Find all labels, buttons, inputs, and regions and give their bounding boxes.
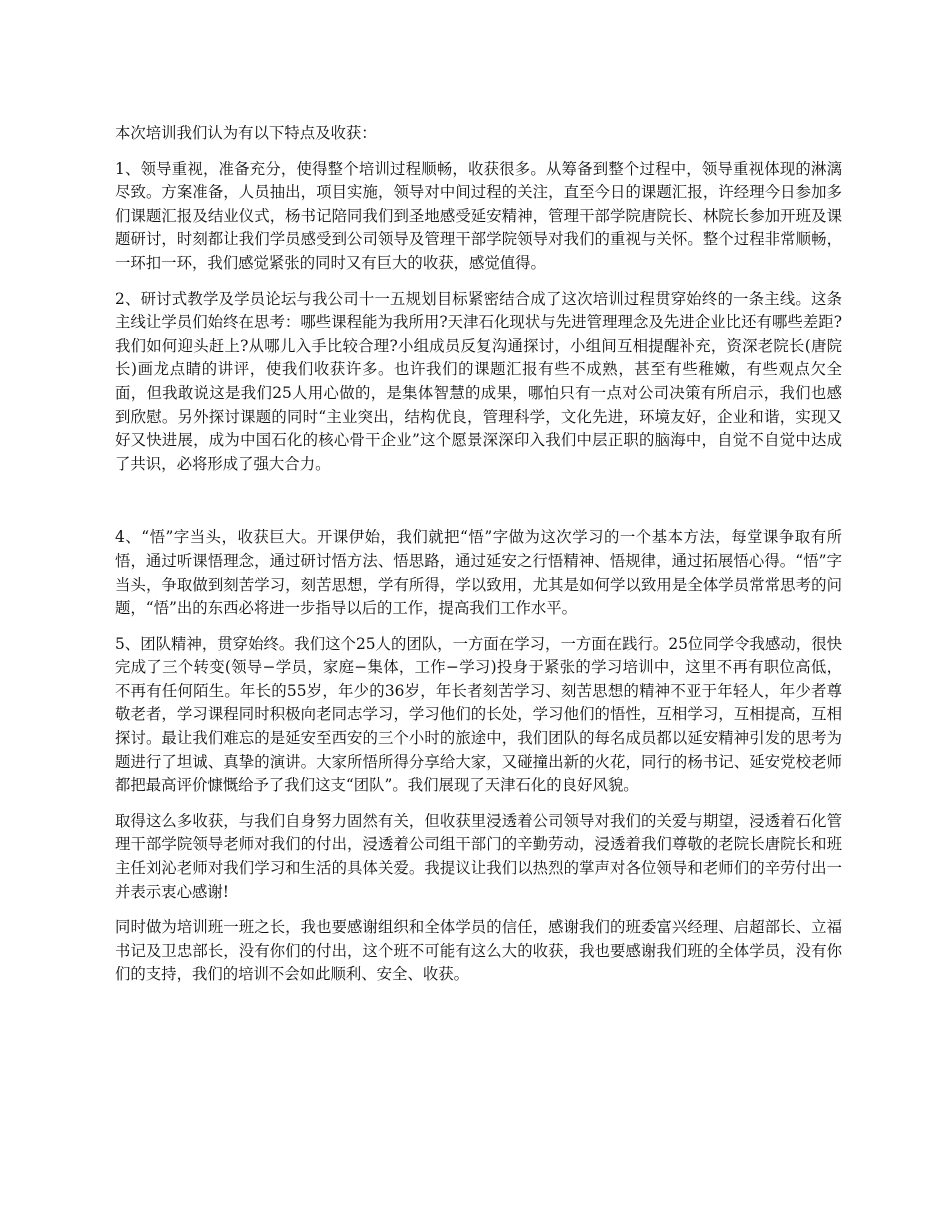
paragraph-2: 2、研讨式教学及学员论坛与我公司十一五规划目标紧密结合成了这次培训过程贯穿始终的一条主线。这条主线让学员们始终在思考：哪些课程能为我所用?天津石化现状与先进管理理念及先进企业比还有哪些差距?我们如何迎头赶上?从哪儿入手比较合理?小组成员反复沟通探讨，小组间互相提醒补充，资深老院长(唐院长)画龙点睛的讲评，使我们收获许多。也许我们的课题汇报有些不成熟，甚至有些稚嫩，有些观点欠全面，但我敢说这是我们25人用心做的，是集体智慧的成果，哪怕只有一点对公司决策有所启示，我们也感到欣慰。另外探讨课题的同时“主业突出，结构优良，管理科学，文化先进，环境友好，企业和谐，实现又好又快进展，成为中国石化的核心骨干企业”这个愿景深深印入我们中层正职的脑海中，自觉不自觉中达成了共识，必将形成了强大合力。 — [115, 289, 842, 473]
document-body — [115, 122, 842, 999]
paragraph-4: 4、“悟”字当头，收获巨大。开课伊始，我们就把“悟”字做为这次学习的一个基本方法，每堂课争取有所悟，通过听课悟理念，通过研讨悟方法、悟思路，通过延安之行悟精神、悟规律，通过拓展悟心得。“悟”字当头，争取做到刻苦学习，刻苦思想，学有所得，学以致用，尤其是如何学以致用是全体学员常常思考的问题，“悟”出的东西必将进一步指导以后的工作，提高我们工作水平。 — [115, 528, 842, 618]
paragraph-thanks: 取得这么多收获，与我们自身努力固然有关，但收获里浸透着公司领导对我们的关爱与期望，浸透着石化管理干部学院领导老师对我们的付出，浸透着公司组干部门的辛勤劳动，浸透着我们尊敬的老院长唐院长和班主任刘沁老师对我们学习和生活的具体关爱。我提议让我们以热烈的掌声对各位领导和老师们的辛劳付出一并表示衷心感谢! — [115, 811, 842, 901]
paragraph-closing: 同时做为培训班一班之长，我也要感谢组织和全体学员的信任，感谢我们的班委富兴经理、启超部长、立福书记及卫忠部长，没有你们的付出，这个班不可能有这么大的收获，我也要感谢我们班的全体学员，没有你们的支持，我们的培训不会如此顺利、安全、收获。 — [115, 918, 842, 984]
blank-gap — [115, 488, 842, 526]
intro-paragraph: 本次培训我们认为有以下特点及收获： — [115, 124, 377, 142]
paragraph-1: 1、领导重视，准备充分，使得整个培训过程顺畅，收获很多。从筹备到整个过程中，领导重视体现的淋漓尽致。方案准备，人员抽出，项目实施，领导对中间过程的关注，直至今日的课题汇报，许经理今日参加多们课题汇报及结业仪式，杨书记陪同我们到圣地感受延安精神，管理干部学院唐院长、林院长参加开班及课题研讨，时刻都让我们学员感受到公司领导及管理干部学院领导对我们的重视与关怀。整个过程非常顺畅，一环扣一环，我们感觉紧张的同时又有巨大的收获，感觉值得。 — [115, 159, 842, 272]
paragraph-5: 5、团队精神，贯穿始终。我们这个25人的团队，一方面在学习，一方面在践行。25位同学令我感动，很快完成了三个转变(领导−学员，家庭−集体，工作−学习)投身于紧张的学习培训中，这里不再有职位高低，不再有任何陌生。年长的55岁，年少的36岁，年长者刻苦学习、刻苦思想的精神不亚于年轻人，年少者尊敬老者，学习课程同时积极向老同志学习，学习他们的长处，学习他们的悟性，互相学习，互相提高，互相探讨。最让我们难忘的是延安至西安的三个小时的旅途中，我们团队的每名成员都以延安精神引发的思考为题进行了坦诚、真挚的演讲。大家所悟所得分享给大家，又碰撞出新的火花，同行的杨书记、延安党校老师都把最高评价慷慨给予了我们这支“团队”。我们展现了天津石化的良好风貌。 — [115, 634, 842, 795]
